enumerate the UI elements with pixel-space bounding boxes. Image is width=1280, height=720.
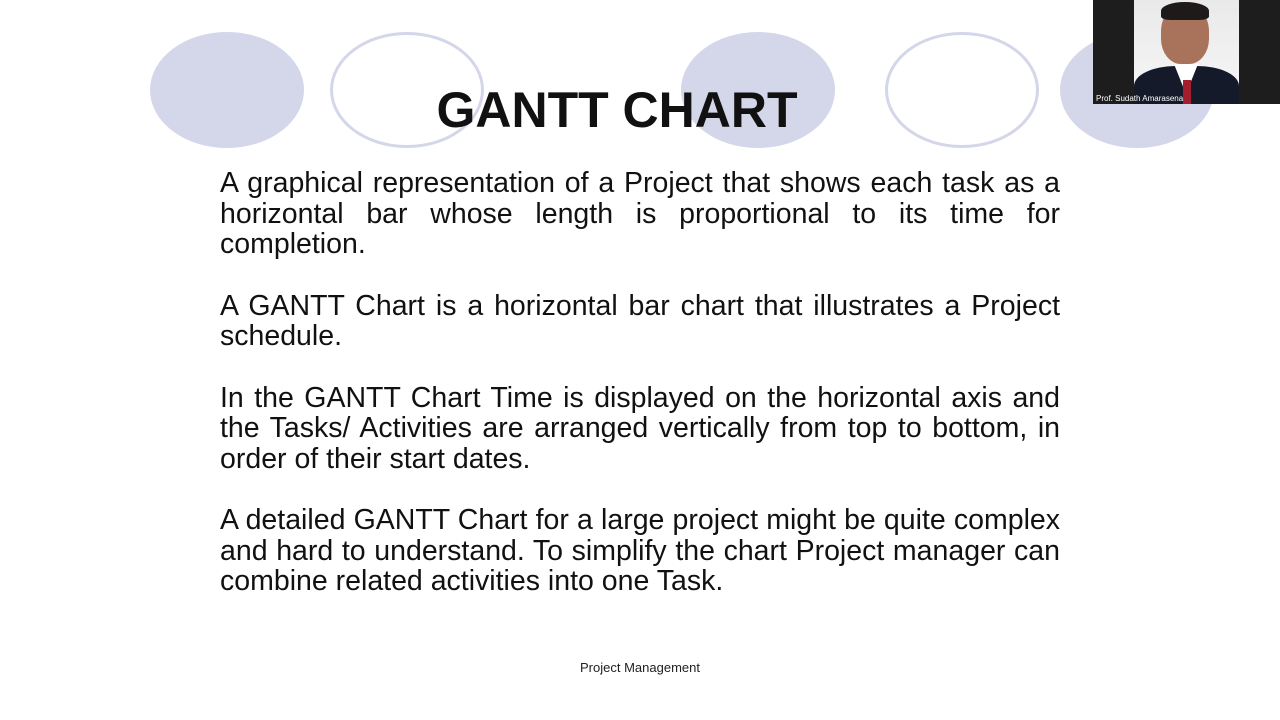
slide-paragraph: In the GANTT Chart Time is displayed on the horizontal axis and the Tasks/ Activities are arranged vertically from top to bottom, in order of their start dates. (220, 381, 1060, 475)
slide-paragraph: A GANTT Chart is a horizontal bar chart that illustrates a Project schedule. (220, 289, 1060, 352)
slide-paragraph: A graphical representation of a Project that shows each task as a horizontal bar whose length is proportional to its time for completion. (220, 167, 1060, 260)
participant-video-feed (1134, 0, 1239, 104)
slide-paragraph: A detailed GANTT Chart for a large project might be quite complex and hard to understand. To simplify the chart Project manager can combine related activities into one Task. (220, 504, 1060, 597)
slide-title: GANTT CHART (436, 82, 798, 138)
participant-name-label: Prof. Sudath Amarasena (1096, 94, 1184, 103)
slide-footer: Project Management (580, 660, 700, 675)
slide-body (220, 168, 1060, 628)
presenter-figure-tie (1183, 80, 1191, 104)
presenter-figure-hair (1161, 2, 1209, 20)
participant-video-tile[interactable] (1093, 0, 1280, 104)
